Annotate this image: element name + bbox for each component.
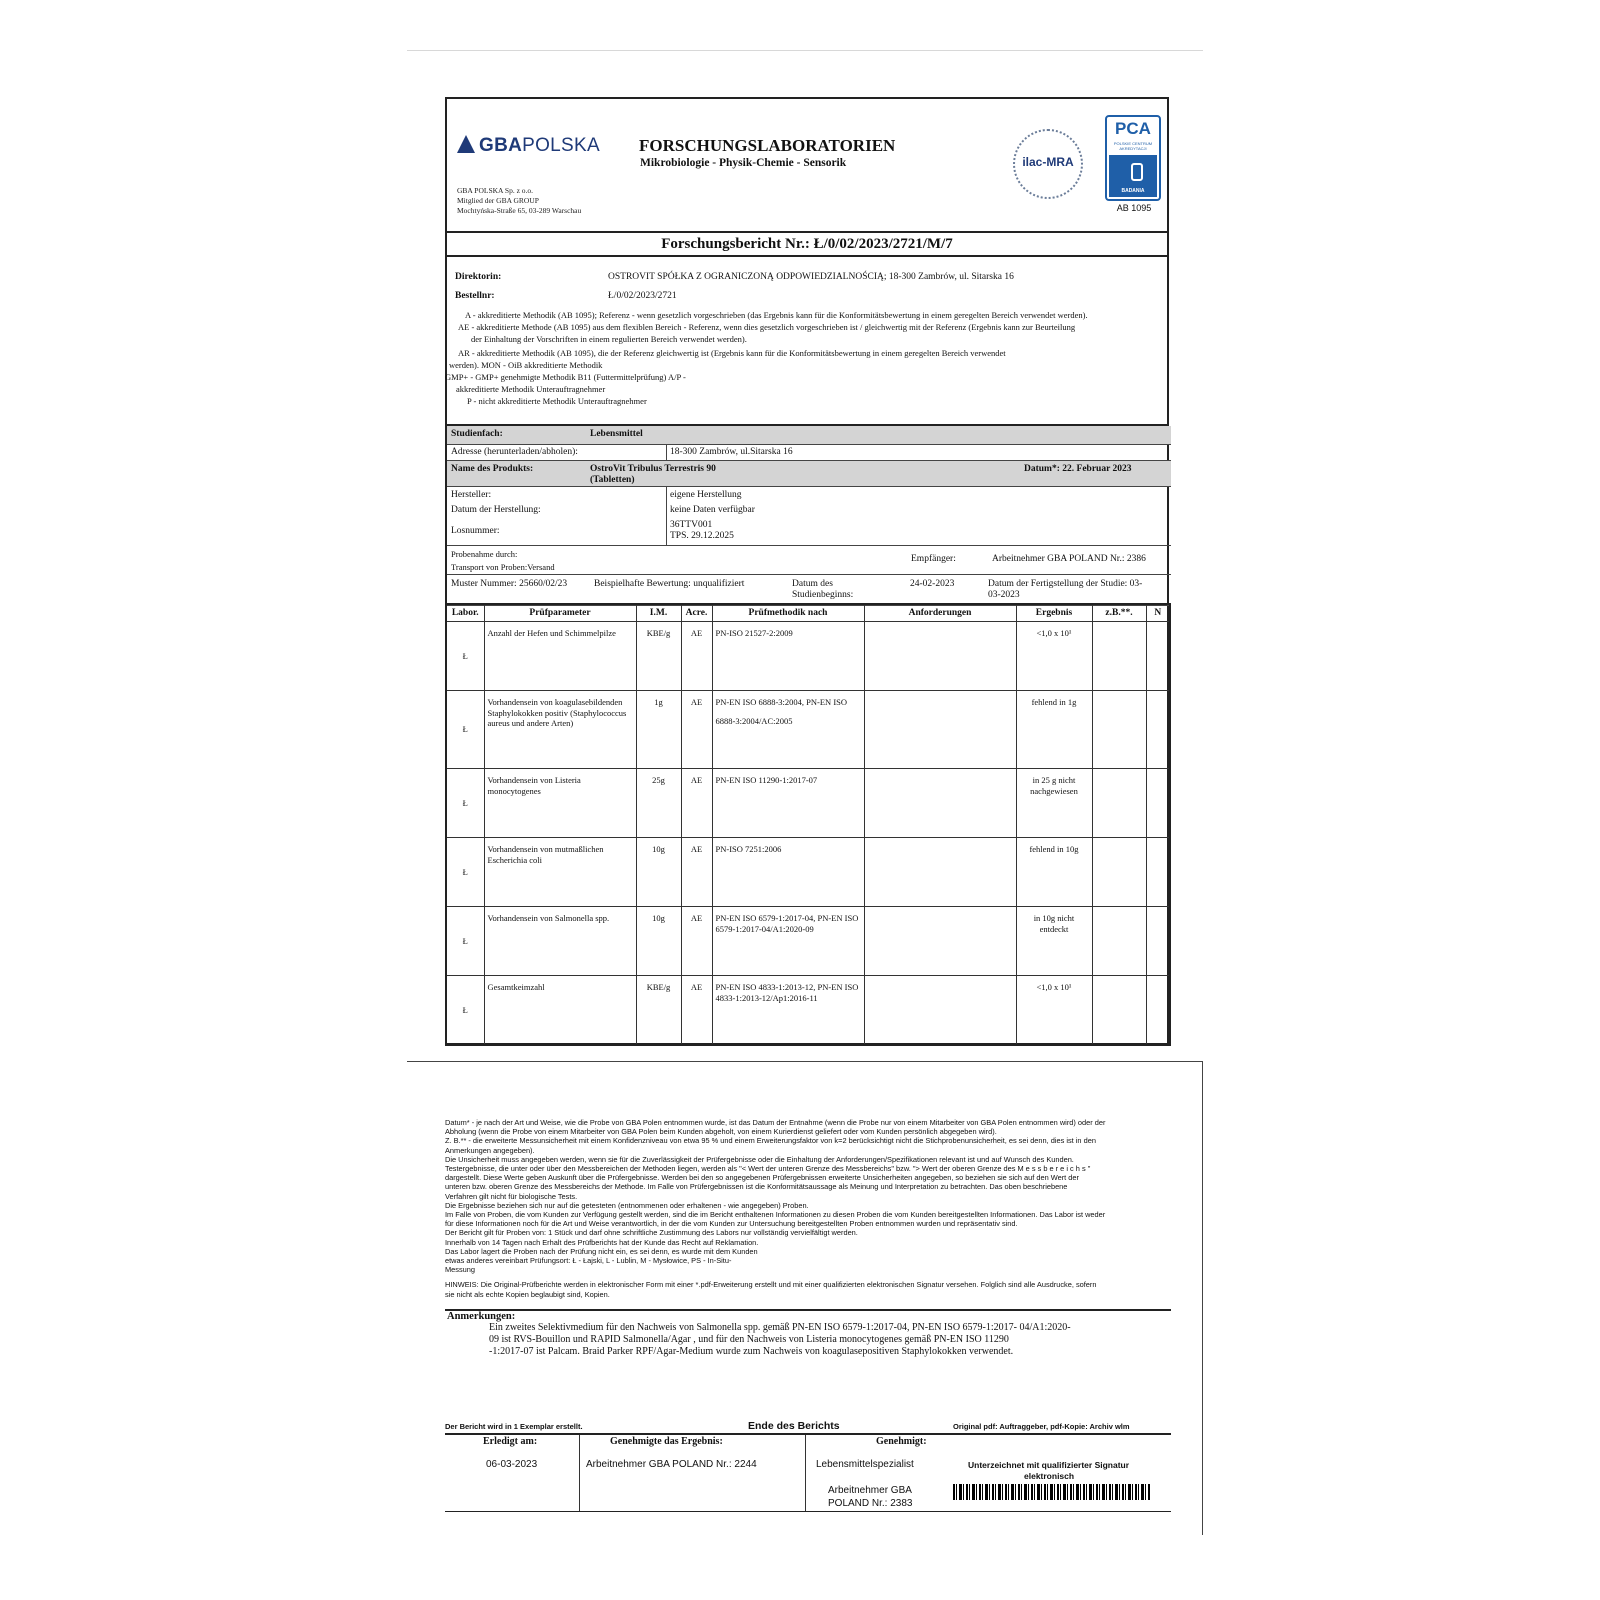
row-lab: Ł [446,907,484,976]
row-n [1146,691,1170,769]
row-method: PN-EN ISO 6888-3:2004, PN-EN ISO 6888-3:2004/AC:2005 [712,691,864,769]
legend-line: P - nicht akkreditierte Methodik Unterauftragnehmer [467,396,647,406]
row-unit: 10g [636,907,681,976]
note-line: dargestellt. Diese Werte geben Auskunft über die Prüfergebnisse. Werden bei den so angegebenen Prüfergebnissen erweiterte Unsicherheiten angegeben, so beziehen sie sich auf den Wert der [445,1173,1079,1183]
signature-note: Unterzeichnet mit qualifizierter Signatur [968,1460,1130,1470]
note-line: sie nicht als echte Kopien beglaubigt sind, Kopien. [445,1289,610,1299]
row-unit: 25g [636,769,681,838]
row-unit: KBE/g [636,622,681,691]
row-accreditation: AE [681,622,712,691]
row-accreditation: AE [681,907,712,976]
address-label: Adresse (herunterladen/abholen): [451,447,578,457]
table-row [446,769,1170,838]
legend-line: werden). MON - OiB akkreditierte Methodik [449,360,603,370]
row-result: <1,0 x 10¹ [1016,976,1092,1045]
sample-evaluation: Beispielhafte Bewertung: unqualifiziert [594,579,745,589]
done-label: Erledigt am: [483,1436,538,1447]
lot-expiry: TPS. 29.12.2025 [670,531,734,541]
remarks-divider [445,1309,1171,1311]
note-line: für diese Informationen noch für die Art und Weise verantwortlich, in der die vom Kunden zur Untersuchung bereitgestellten Proben entnommen wurden und repräsentativ sind. [445,1219,1018,1229]
end-date-value: 03-2023 [988,590,1020,600]
production-date-value: keine Daten verfügbar [670,505,755,515]
lot-label: Losnummer: [451,526,500,536]
sample-info-row [447,575,1171,606]
authorized-role: Lebensmittelspezialist [816,1459,914,1470]
row-accreditation: AE [681,691,712,769]
row-n [1146,976,1170,1045]
recipient-value: Arbeitnehmer GBA POLAND Nr.: 2386 [992,554,1146,564]
signature-top-rule [445,1433,1171,1435]
legend-line: GMP+ - GMP+ genehmigte Methodik B11 (Futtermittelprüfung) A/P - [445,372,686,382]
col-method: Prüfmethodik nach [712,604,864,622]
product-name: OstroVit Tribulus Terrestris 90 [590,464,716,474]
original-note: Original pdf: Auftraggeber, pdf-Kopie: Archiv wlm [953,1422,1130,1431]
note-line: Im Falle von Proben, die vom Kunden zur Verfügung gestellt werden, sind die im Bericht enthaltenen Informationen zu diesen Proben die vom Kunden bereitgestellten Informationen. Das Labor ist weder [445,1210,1106,1220]
authorized-value: Arbeitnehmer GBA [828,1485,912,1496]
row-result: <1,0 x 10¹ [1016,622,1092,691]
production-date-label: Datum der Herstellung: [451,505,541,515]
note-line: HINWEIS: Die Original-Prüfberichte werden in elektronischer Form mit einer *.pdf-Erweiterung erstellt und mit einer qualifizierten elektronischen Signatur versehen. Folglich sind alle Ausdrucke, sofern [445,1280,1097,1290]
row-uncertainty [1092,838,1146,907]
manufacturer-label: Hersteller: [451,490,492,500]
end-date-label: Datum der Fertigstellung der Studie: 03- [988,579,1143,589]
order-label: Bestellnr: [455,291,495,301]
col-lab: Labor. [446,604,484,622]
legend-line: A - akkreditierte Methodik (AB 1095); Referenz - wenn gesetzlich vorgeschrieben (das Ergebnis kann für die Konformitätsbewertung in einem geregelten Bereich verwendet werden). [465,310,1088,320]
start-date-label: Datum des [792,579,833,589]
page-top-divider [407,50,1203,51]
note-line: Testergebnisse, die unter oder über den Messbereichen der Methoden liegen, werden als "< Wert der unteren Grenze des Messbereichs" bzw. "> Wert der oberen Grenze des M e s s b e r e i c h s " [445,1164,1091,1174]
row-accreditation: AE [681,976,712,1045]
study-field-row [447,426,1171,445]
note-line: Messung [445,1265,475,1275]
study-field-value: Lebensmittel [590,429,643,439]
end-of-report: Ende des Berichts [748,1420,840,1432]
sampling-row [447,546,1171,575]
client-block [447,257,1167,305]
signature-barcode-icon [953,1484,1151,1500]
start-date-label-2: Studienbeginns: [792,590,854,600]
row-uncertainty [1092,622,1146,691]
note-line: Das Labor lagert die Proben nach der Prüfung nicht ein, es sei denn, es wurde mit dem Kunden [445,1246,758,1256]
ilac-mra-seal-icon: ilac-MRA [1013,129,1083,199]
table-row [446,622,1170,691]
sampling-label: Probenahme durch: [451,549,518,559]
row-parameter: Vorhandensein von Salmonella spp. [484,907,636,976]
col-unit: I.M. [636,604,681,622]
note-line: Die Unsicherheit muss angegeben werden, wenn sie für die Zuverlässigkeit der Prüfergebnisse oder die Einhaltung der Anforderungen/Spezifikationen relevant ist und auf Wunsch des Kunden. [445,1154,1074,1164]
row-requirements [864,622,1016,691]
row-parameter: Vorhandensein von Listeria monocytogenes [484,769,636,838]
pca-accreditation-logo: PCA POLSKIE CENTRUM AKREDYTACJI BADANIA [1105,115,1161,201]
product-label: Name des Produkts: [451,464,534,474]
col-result: Ergebnis [1016,604,1092,622]
row-result: in 10g nicht entdeckt [1016,907,1092,976]
table-row [446,907,1170,976]
authorized-label: Genehmigt: [876,1436,927,1447]
note-line: Datum* - je nach der Art und Weise, wie die Probe von GBA Polen entnommen wurde, ist das Datum der Entnahme (wenn die Probe nur von einem Mitarbeiter von GBA Polen entnommen wird) oder der [445,1118,1106,1127]
col-uncertainty: z.B.**. [1092,604,1146,622]
gba-polska-logo: GBAPOLSKA [457,135,600,157]
row-n [1146,907,1170,976]
legend-line: der Einhaltung der Vorschriften in einem regulierten Bereich verwendet werden). [471,334,747,344]
row-unit: 10g [636,838,681,907]
table-row [446,838,1170,907]
legend-line: AR - akkreditierte Methodik (AB 1095), die der Referenz gleichwertig ist (Ergebnis kann für die Konformitätsbewertung in einem geregelten Bereich verwendet [458,348,1006,358]
signature-note-2: elektronisch [1024,1471,1075,1481]
authorized-value-2: POLAND Nr.: 2383 [828,1498,913,1509]
row-n [1146,769,1170,838]
row-lab: Ł [446,769,484,838]
col-n: N [1146,604,1170,622]
row-accreditation: AE [681,769,712,838]
row-uncertainty [1092,907,1146,976]
note-line: etwas anderes vereinbart Prüfungsort: Ł - Łajski, L - Lublin, M - Mysłowice, PS - In-Situ- [445,1256,732,1266]
row-method: PN-EN ISO 4833-1:2013-12, PN-EN ISO 4833-1:2013-12/Ap1:2016-11 [712,976,864,1045]
legend-line: AE - akkreditierte Methode (AB 1095) aus dem flexiblen Bereich - Referenz, wenn dies gesetzlich vorgeschrieben ist / gleichwertig mit der Referenz (Ergebnis kann zur Beurteilung [458,322,1076,332]
copies-note: Der Bericht wird in 1 Exemplar erstellt. [445,1422,583,1431]
signature-bottom-rule [445,1511,1171,1512]
report-title: Forschungsbericht Nr.: Ł/0/02/2023/2721/M/7 [661,236,953,252]
product-row [447,461,1171,487]
row-parameter: Anzahl der Hefen und Schimmelpilze [484,622,636,691]
remarks-text [489,1322,1071,1358]
product-form: (Tabletten) [590,475,635,485]
row-method: PN-ISO 21527-2:2009 [712,622,864,691]
signature-divider [805,1435,806,1511]
done-value: 06-03-2023 [486,1459,538,1470]
row-result: fehlend in 10g [1016,838,1092,907]
note-line: Verfahren gilt nicht für biologische Tests. [445,1191,578,1201]
results-table [445,603,1171,1046]
row-parameter: Vorhandensein von mutmaßlichen Escherichia coli [484,838,636,907]
note-line: Die Ergebnisse beziehen sich nur auf die getesteten (entnommenen oder erhaltenen - wie angegeben) Proben. [445,1200,809,1210]
report-header [447,99,1167,231]
note-line: Anmerkungen angegeben). [445,1145,535,1155]
study-field-label: Studienfach: [451,429,503,439]
row-lab: Ł [446,622,484,691]
col-accreditation: Acre. [681,604,712,622]
row-lab: Ł [446,691,484,769]
row-result: in 25 g nicht nachgewiesen [1016,769,1092,838]
report-number-bar [447,231,1167,257]
remarks-title: Anmerkungen: [447,1311,516,1322]
manufacturer-block [447,487,1171,546]
row-method: PN-EN ISO 11290-1:2017-07 [712,769,864,838]
row-requirements [864,907,1016,976]
row-lab: Ł [446,976,484,1045]
address-row [447,445,1171,461]
pca-badge-icon: BADANIA [1109,155,1157,197]
transport-label: Transport von Proben:Versand [451,562,555,572]
order-value: Ł/0/02/2023/2721 [608,291,677,301]
remark-line: -1:2017-07 ist Palcam. Braid Parker RPF/Agar-Medium wurde zum Nachweis von koagulasepositiven Staphylokokken verwendet. [489,1346,1014,1357]
lab-subtitle: Mikrobiologie - Physik-Chemie - Sensorik [640,157,847,169]
row-parameter: Vorhandensein von koagulasebildenden Staphylokokken positiv (Staphylococcus aureus und andere Arten) [484,691,636,769]
col-parameter: Prüfparameter [484,604,636,622]
client-value: OSTROVIT SPÓŁKA Z OGRANICZONĄ ODPOWIEDZIALNOŚCIĄ; 18-300 Zambrów, ul. Sitarska 16 [608,272,1014,282]
sample-date: Datum*: 22. Februar 2023 [1024,464,1132,474]
row-uncertainty [1092,976,1146,1045]
signature-divider [579,1435,580,1511]
start-date-value: 24-02-2023 [910,579,955,589]
accreditation-number: AB 1095 [1116,203,1152,213]
note-line: Der Bericht gilt für Proben von: 1 Stück und darf ohne schriftliche Zustimmung des Labors nur vollständig vervielfältigt werden. [445,1228,858,1238]
table-row [446,976,1170,1045]
row-requirements [864,838,1016,907]
note-line: unteren bzw. oberen Grenze des Messbereichs der Methode. Im Falle von Prüfergebnissen ist die Konformitätsaussage als Meinung und Interpretation zu betrachten. Das oben beschriebene [445,1182,1068,1192]
row-unit: 1g [636,691,681,769]
study-info-table [445,424,1169,604]
row-requirements [864,976,1016,1045]
row-requirements [864,769,1016,838]
recipient-label: Empfänger: [911,554,956,564]
row-method: PN-ISO 7251:2006 [712,838,864,907]
legend-line: akkreditierte Methodik Unterauftragnehmer [456,384,606,394]
col-requirements: Anforderungen [864,604,1016,622]
note-line: Z. B.** - die erweiterte Messunsicherheit mit einem Konfidenzniveau von etwa 95 % und einem Erweiterungsfaktor von k=2 berücksichtigt nicht die Stichprobenunsicherheit, es sei denn, dies ist in den [445,1136,1096,1146]
note-line: Innerhalb von 14 Tagen nach Erhalt des Prüfberichts hat der Kunde das Recht auf Reklamation. [445,1237,759,1247]
remark-line: Ein zweites Selektivmedium für den Nachweis von Salmonella spp. gemäß PN-EN ISO 6579-1:2017-04, PN-EN ISO 6579-1:2017- 04/A1:2020- [489,1322,1071,1333]
lab-title: FORSCHUNGSLABORATORIEN [639,136,896,155]
page-2-top-border [407,1061,1203,1062]
row-parameter: Gesamtkeimzahl [484,976,636,1045]
results-header-row [446,604,1170,622]
lot-value: 36TTV001 [670,520,713,530]
gba-triangle-icon [457,135,475,153]
approved-value: Arbeitnehmer GBA POLAND Nr.: 2244 [586,1459,757,1470]
table-row [446,691,1170,769]
approved-label: Genehmigte das Ergebnis: [610,1436,723,1447]
row-lab: Ł [446,838,484,907]
note-line: Abholung (wenn die Probe von einem Mitarbeiter von GBA Polen beim Kunden abgeholt, von einem Kurierdienst geliefert oder vom Kunden persönlich abgegeben wird). [445,1127,997,1137]
row-uncertainty [1092,691,1146,769]
row-uncertainty [1092,769,1146,838]
sample-number: Muster Nummer: 25660/02/23 [451,579,568,589]
report-notes [445,1118,1171,1299]
manufacturer-value: eigene Herstellung [670,490,742,500]
company-address: GBA POLSKA Sp. z o.o. Mitglied der GBA GROUP Mochtyńska-Straße 65, 03-289 Warschau [457,186,582,215]
row-n [1146,622,1170,691]
row-unit: KBE/g [636,976,681,1045]
row-requirements [864,691,1016,769]
row-result: fehlend in 1g [1016,691,1092,769]
page-2-right-border [1202,1061,1203,1535]
address-value: 18-300 Zambrów, ul.Sitarska 16 [670,447,793,457]
client-label: Direktorin: [455,272,502,282]
remark-line: 09 ist RVS-Bouillon und RAPID Salmonella/Agar , und für den Nachweis von Listeria monocytogenes gemäß PN-EN ISO 11290 [489,1334,1009,1345]
row-method: PN-EN ISO 6579-1:2017-04, PN-EN ISO 6579-1:2017-04/A1:2020-09 [712,907,864,976]
row-accreditation: AE [681,838,712,907]
row-n [1146,838,1170,907]
